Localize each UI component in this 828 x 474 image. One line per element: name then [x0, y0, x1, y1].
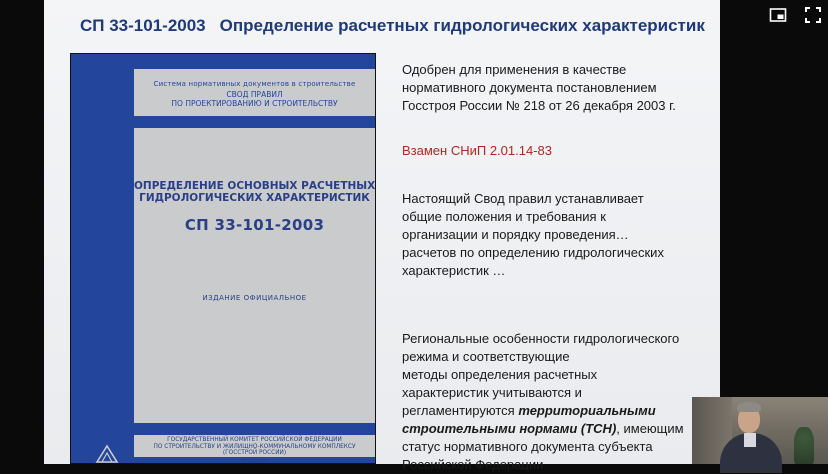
scope-line-5: характеристик …	[402, 263, 506, 278]
regional-line-7: статус нормативного документа субъекта	[402, 439, 653, 454]
cover-city: Москва	[241, 456, 268, 464]
slide-title-text: Определение расчетных гидрологических характеристик	[219, 16, 705, 35]
approval-line-3: Госстроя России № 218 от 26 декабря 2003 г.	[402, 98, 676, 113]
scope-line-1: Настоящий Свод правил устанавливает	[402, 191, 644, 206]
cover-system-line: Система нормативных документов в строительстве	[153, 80, 356, 88]
approval-line-2: нормативного документа постановлением	[402, 80, 657, 95]
regional-line-4: характеристик учитываются и	[402, 385, 582, 400]
regional-emphasis-2: строительными нормами (ТСН)	[402, 421, 617, 436]
approval-line-1: Одобрен для применения в качестве	[402, 62, 627, 77]
scope-text	[402, 190, 664, 280]
cover-publisher	[134, 437, 375, 457]
regional-line-6b: , имеющим	[616, 421, 684, 436]
slide-title-code: СП 33-101-2003	[80, 16, 206, 35]
webcam-video	[692, 397, 828, 464]
webcam-plant	[794, 427, 814, 464]
regional-emphasis-1: территориальными	[518, 403, 656, 418]
cover-svod-line1: СВОД ПРАВИЛ	[226, 90, 283, 99]
cover-gos-line2: ПО СТРОИТЕЛЬСТВУ И ЖИЛИЩНО-КОММУНАЛЬНОМУ КОМПЛЕКСУ	[153, 443, 356, 450]
cover-name-line2: ГИДРОЛОГИЧЕСКИХ ХАРАКТЕРИСТИК	[139, 192, 370, 204]
scope-line-3: организации и порядку проведения…	[402, 227, 629, 242]
webcam-person-collar	[744, 433, 756, 447]
document-cover-image	[70, 53, 376, 464]
regional-line-5a: регламентируются	[402, 403, 519, 418]
scope-line-2: общие положения и требования к	[402, 209, 606, 224]
gosstroy-logo-icon	[95, 444, 119, 464]
regional-line-3: методы определения расчетных	[402, 367, 598, 382]
cover-document-code: СП 33-101-2003	[184, 216, 325, 234]
regional-line-2: режима и соответствующие	[402, 349, 570, 364]
webcam-person-hair	[737, 402, 761, 412]
cover-svod-block	[134, 90, 375, 108]
regional-line-8: Российской Федерации	[402, 457, 544, 472]
slide-title	[80, 16, 705, 36]
cover-bottom-strip	[134, 423, 375, 435]
presentation-slide	[44, 0, 720, 472]
cover-name-line1: ОПРЕДЕЛЕНИЕ ОСНОВНЫХ РАСЧЕТНЫХ	[134, 180, 376, 192]
replaces-text: Взамен СНиП 2.01.14-83	[402, 143, 552, 158]
picture-in-picture-icon[interactable]	[769, 6, 787, 24]
fullscreen-icon[interactable]	[804, 6, 822, 24]
approval-text	[402, 61, 676, 115]
regional-text	[402, 330, 684, 474]
cover-document-name	[134, 180, 375, 204]
cover-top-strip	[134, 116, 375, 128]
cover-gos-line3: (ГОССТРОЙ РОССИИ)	[222, 450, 287, 456]
cover-svod-line2: ПО ПРОЕКТИРОВАНИЮ И СТРОИТЕЛЬСТВУ	[171, 99, 338, 108]
scope-line-4: расчетов по определению гидрологических	[402, 245, 664, 260]
regional-line-1: Региональные особенности гидрологического	[402, 331, 680, 346]
cover-edition: ИЗДАНИЕ ОФИЦИАЛЬНОЕ	[202, 294, 307, 302]
cover-gos-line1: ГОСУДАРСТВЕННЫЙ КОМИТЕТ РОССИЙСКОЙ ФЕДЕРАЦИИ	[167, 437, 342, 443]
